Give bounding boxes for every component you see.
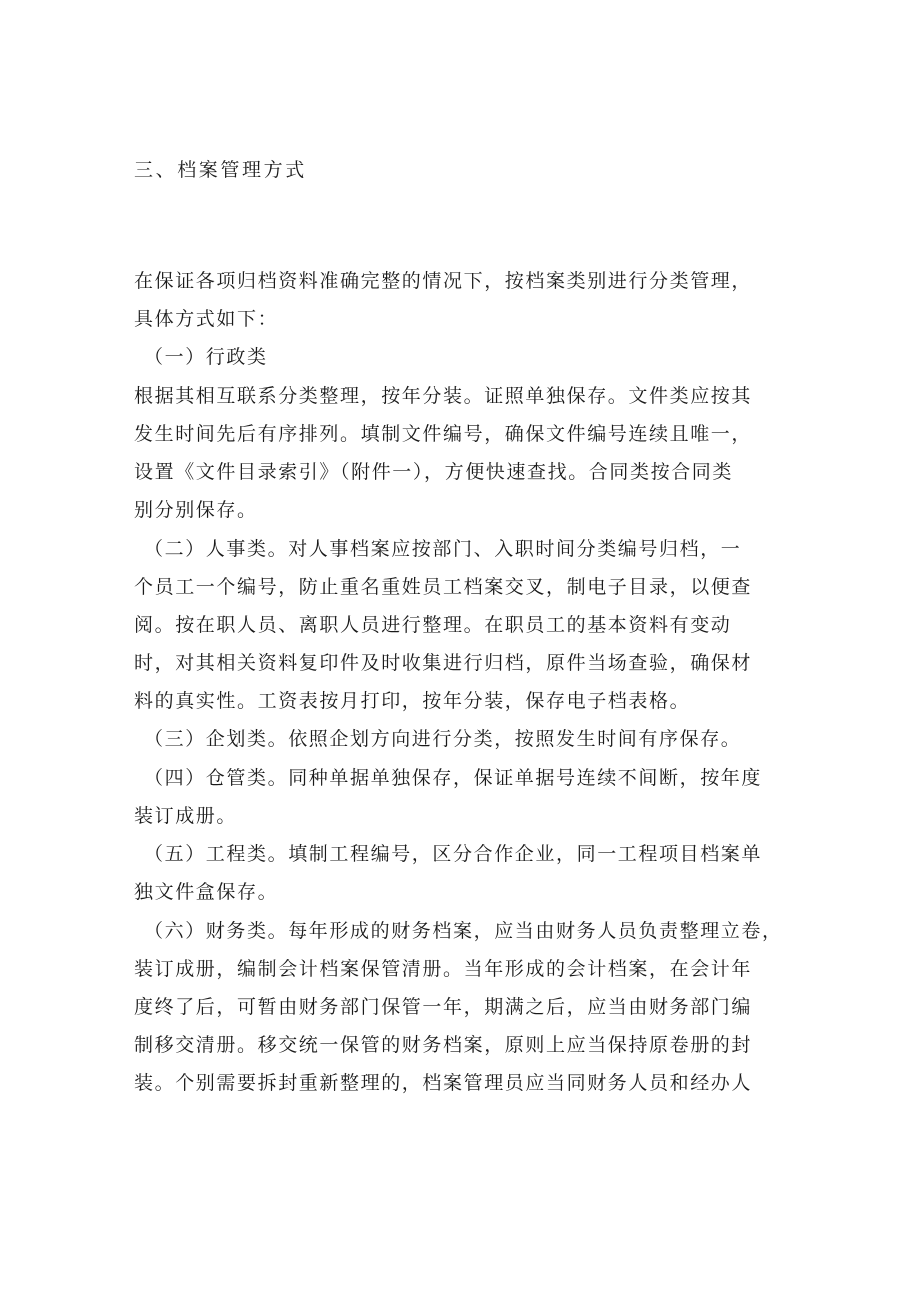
engineering-line: 独文件盒保存。 — [134, 881, 279, 903]
planning-line: （三）企划类。依照企划方向进行分类，按照发生时间有序保存。 — [144, 728, 742, 750]
finance-line: 装订成册，编制会计档案保管清册。当年形成的会计档案，在会计年 — [134, 958, 753, 980]
section-title: 三、档案管理方式 — [134, 159, 307, 181]
personnel-line: （二）人事类。对人事档案应按部门、入职时间分类编号归档，一 — [144, 538, 742, 560]
personnel-line: 阅。按在职人员、离职人员进行整理。在职员工的基本资料有变动 — [134, 614, 732, 636]
finance-line: 制移交清册。移交统一保管的财务档案，原则上应当保持原卷册的封 — [134, 1034, 753, 1056]
personnel-line: 个员工一个编号，防止重名重姓员工档案交叉，制电子目录，以便查 — [134, 576, 753, 598]
finance-line: 装。个别需要拆封重新整理的，档案管理员应当同财务人员和经办人 — [134, 1072, 753, 1094]
intro-line: 具体方式如下： — [134, 308, 279, 330]
admin-line: 发生时间先后有序排列。填制文件编号，确保文件编号连续且唯一， — [134, 423, 753, 445]
admin-line: 设置《文件目录索引》（附件一），方便快速查找。合同类按合同类 — [134, 461, 734, 483]
warehouse-line: 装订成册。 — [134, 805, 238, 827]
finance-line: （六）财务类。每年形成的财务档案，应当由财务人员负责整理立卷， — [144, 920, 783, 942]
personnel-line: 料的真实性。工资表按月打印，按年分装，保存电子档表格。 — [134, 690, 691, 712]
finance-line: 度终了后，可暂由财务部门保管一年，期满之后，应当由财务部门编 — [134, 996, 753, 1018]
intro-line: 在保证各项归档资料准确完整的情况下，按档案类别进行分类管理， — [134, 270, 753, 292]
personnel-line: 时，对其相关资料复印件及时收集进行归档，原件当场查验，确保材 — [134, 652, 753, 674]
engineering-line: （五）工程类。填制工程编号，区分合作企业，同一工程项目档案单 — [144, 843, 763, 865]
admin-heading: （一）行政类 — [144, 346, 268, 368]
admin-line: 别分别保存。 — [134, 499, 258, 521]
warehouse-line: （四）仓管类。同种单据单独保存，保证单据号连续不间断，按年度 — [144, 767, 763, 789]
admin-line: 根据其相互联系分类整理，按年分装。证照单独保存。文件类应按其 — [134, 385, 753, 407]
